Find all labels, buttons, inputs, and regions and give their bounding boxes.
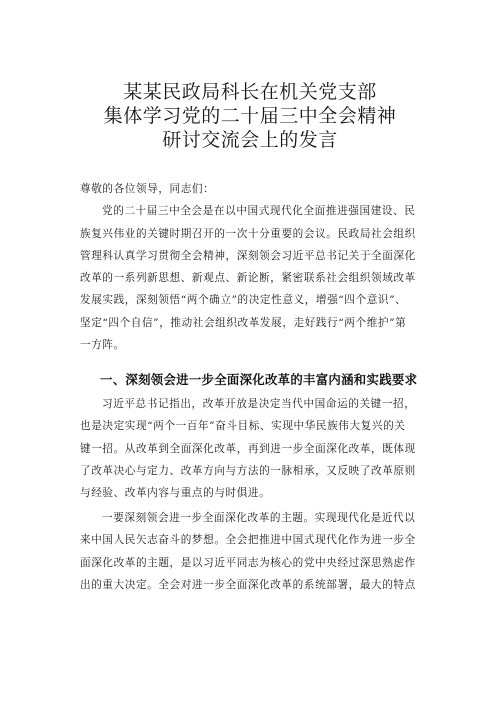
paragraph-line: 面深化改革的主题，是以习近平同志为核心的党中央经过深思熟虑作	[80, 556, 416, 569]
title-line-3: 研讨交流会上的发言	[162, 129, 338, 151]
document-title	[0, 80, 500, 152]
paragraph-line: 一要深刻领会进一步全面深化改革的主题。实现现代化是近代以	[102, 512, 416, 524]
section-1-paragraph-1	[80, 393, 425, 504]
paragraph-line: 习近平总书记指出，改革开放是决定当代中国命运的关键一招，	[102, 398, 416, 410]
intro-line: 族复兴伟业的关键时期召开的一次十分重要的会议。民政局社会组织	[80, 227, 416, 240]
section-1-paragraph-2	[80, 507, 425, 596]
intro-line: 改革的一系列新思想、新观点、新论断，紧密联系社会组织领域改革	[80, 272, 416, 285]
title-line-2: 集体学习党的二十届三中全会精神	[103, 105, 397, 127]
title-line-1: 某某民政局科长在机关党支部	[123, 81, 377, 103]
paragraph-line: 键一招。从改革到全面深化改革，再到进一步全面深化改革，既体现	[80, 442, 416, 455]
intro-line: 党的二十届三中全会是在以中国式现代化全面推进强国建设、民	[102, 205, 416, 218]
intro-line: 一方阵。	[80, 339, 125, 352]
section-1-heading: 一、深刻领会进一步全面深化改革的丰富内涵和实践要求	[100, 372, 418, 387]
intro-line: 管理科认真学习贯彻全会精神，深刻领会习近平总书记关于全面深化	[80, 249, 416, 262]
paragraph-line: 来中国人民矢志奋斗的梦想。全会把推进中国式现代化作为进一步全	[80, 534, 416, 547]
paragraph-line: 与经验、改革内容与重点的与时俱进。	[80, 487, 271, 500]
paragraph-line: 了改革决心与定力、改革方向与方法的一脉相承，又反映了改革原则	[80, 464, 416, 477]
intro-line: 坚定“四个自信”，推动社会组织改革发展，走好践行“两个维护”第	[80, 316, 407, 329]
paragraph-line: 也是决定实现“两个一百年”奋斗目标、实现中华民族伟大复兴的关	[80, 420, 406, 433]
paragraph-line: 出的重大决定。全会对进一步全面深化改革的系统部署，最大的特点	[80, 578, 416, 591]
intro-line: 发展实践，深刻领悟“两个确立”的决定性意义，增强“四个意识”、	[80, 294, 407, 307]
salutation: 尊敬的各位领导，同志们：	[80, 183, 215, 195]
intro-section	[80, 178, 425, 356]
